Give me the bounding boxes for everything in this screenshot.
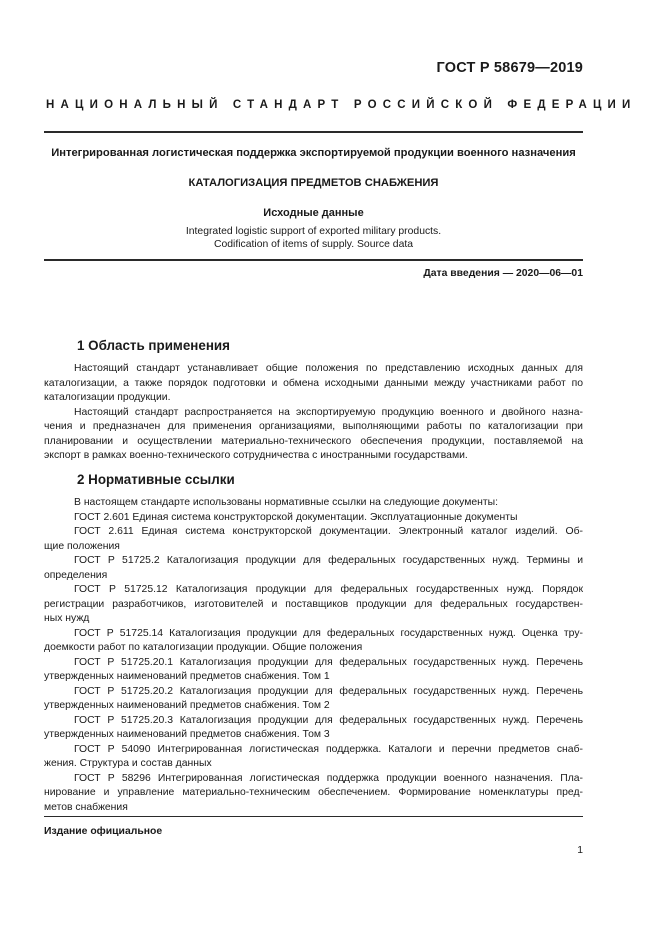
- paragraph-line: Настоящий стандарт распространяется на экспортируемую продукцию военного и двойного назна-: [74, 406, 583, 418]
- reference-line: ГОСТ Р 51725.20.2 Каталогизация продукции для федеральных государственных нужд. Перечень: [74, 685, 583, 697]
- section-2-heading: 2 Нормативные ссылки: [77, 472, 235, 487]
- reference-line: ных нужд: [44, 613, 90, 624]
- reference-line: утвержденных наименований предметов снабжения. Том 3: [44, 729, 330, 740]
- reference-line: ГОСТ Р 51725.14 Каталогизация продукции для федеральных государственных нужд. Оценка тру-: [74, 627, 583, 639]
- reference-line: ГОСТ Р 51725.2 Каталогизация продукции для федеральных государственных нужд. Термины и: [74, 555, 583, 566]
- english-title: [44, 225, 583, 251]
- title-divider: [44, 259, 583, 261]
- paragraph-line: Настоящий стандарт устанавливает общие положения по представлению исходных данных для: [74, 363, 583, 374]
- reference-line: утвержденных наименований предметов снабжения. Том 1: [44, 671, 330, 682]
- top-divider: [44, 131, 583, 133]
- page-number: 1: [577, 845, 583, 856]
- english-title-line: Codification of items of supply. Source data: [213, 239, 414, 250]
- reference-line: ГОСТ 2.601 Единая система конструкторской документации. Эксплуатационные документы: [74, 511, 518, 523]
- footer-divider: [44, 816, 583, 817]
- reference-line: метов снабжения: [44, 801, 128, 813]
- reference-line: регистрации разработчиков, изготовителей и поставщиков продукции для федеральных государствен-: [44, 598, 583, 610]
- reference-line: ГОСТ Р 58296 Интегрированная логистическая поддержка продукции военного назначения. Пла-: [74, 772, 583, 784]
- standard-main-title: КАТАЛОГИЗАЦИЯ ПРЕДМЕТОВ СНАБЖЕНИЯ: [188, 177, 439, 189]
- document-number: ГОСТ Р 58679—2019: [436, 60, 583, 76]
- paragraph-line: В настоящем стандарте использованы нормативные ссылки на следующие документы:: [74, 497, 498, 508]
- reference-line: нирование и управление материально-техническим обеспечением. Формирование номенклатуры пред-: [44, 787, 583, 798]
- paragraph-line: чения и предназначен для применения организациями, выполняющими работы по каталогизации при: [44, 421, 583, 432]
- standard-sub-title: Исходные данные: [263, 207, 364, 219]
- reference-line: утвержденных наименований предметов снабжения. Том 2: [44, 700, 330, 711]
- paragraph-line: планировании и осуществлении материально-технического обеспечения продукции, поставляемой на: [44, 435, 583, 447]
- reference-line: определения: [44, 569, 108, 581]
- reference-line: щие положения: [44, 540, 120, 552]
- reference-line: ГОСТ 2.611 Единая система конструкторской документации. Электронный каталог изделий. Об-: [74, 526, 583, 537]
- paragraph-line: экспорт в рамках военно-технического сотрудничества с иностранными государствами.: [44, 450, 468, 461]
- reference-line: жения. Структура и состав данных: [44, 758, 212, 769]
- section-2-body: [44, 496, 583, 815]
- paragraph-line: каталогизации продукции.: [44, 392, 171, 403]
- introduction-date: Дата введения — 2020—06—01: [423, 268, 583, 279]
- reference-line: ГОСТ Р 51725.12 Каталогизация продукции для федеральных государственных нужд. Порядок: [74, 584, 583, 595]
- section-1-body: [44, 362, 583, 464]
- reference-line: ГОСТ Р 51725.20.1 Каталогизация продукции для федеральных государственных нужд. Перечень: [74, 656, 583, 668]
- edition-label: Издание официальное: [44, 826, 163, 837]
- reference-line: ГОСТ Р 51725.20.3 Каталогизация продукции для федеральных государственных нужд. Перечень: [74, 714, 583, 726]
- paragraph-line: каталогизации, а также порядок подготовки и обмена исходными данными между участниками работ по: [44, 377, 583, 389]
- standard-subject: Интегрированная логистическая поддержка экспортируемой продукции военного назначения: [51, 147, 576, 159]
- section-1-heading: 1 Область применения: [77, 338, 230, 353]
- reference-line: ГОСТ Р 54090 Интегрированная логистическая поддержка. Каталоги и перечни предметов снаб-: [74, 743, 583, 755]
- english-title-line: Integrated logistic support of exported military products.: [185, 226, 442, 237]
- national-standard-title: НАЦИОНАЛЬНЫЙ СТАНДАРТ РОССИЙСКОЙ ФЕДЕРАЦИИ: [46, 99, 637, 111]
- reference-line: доемкости работ по каталогизации продукции. Общие положения: [44, 642, 363, 653]
